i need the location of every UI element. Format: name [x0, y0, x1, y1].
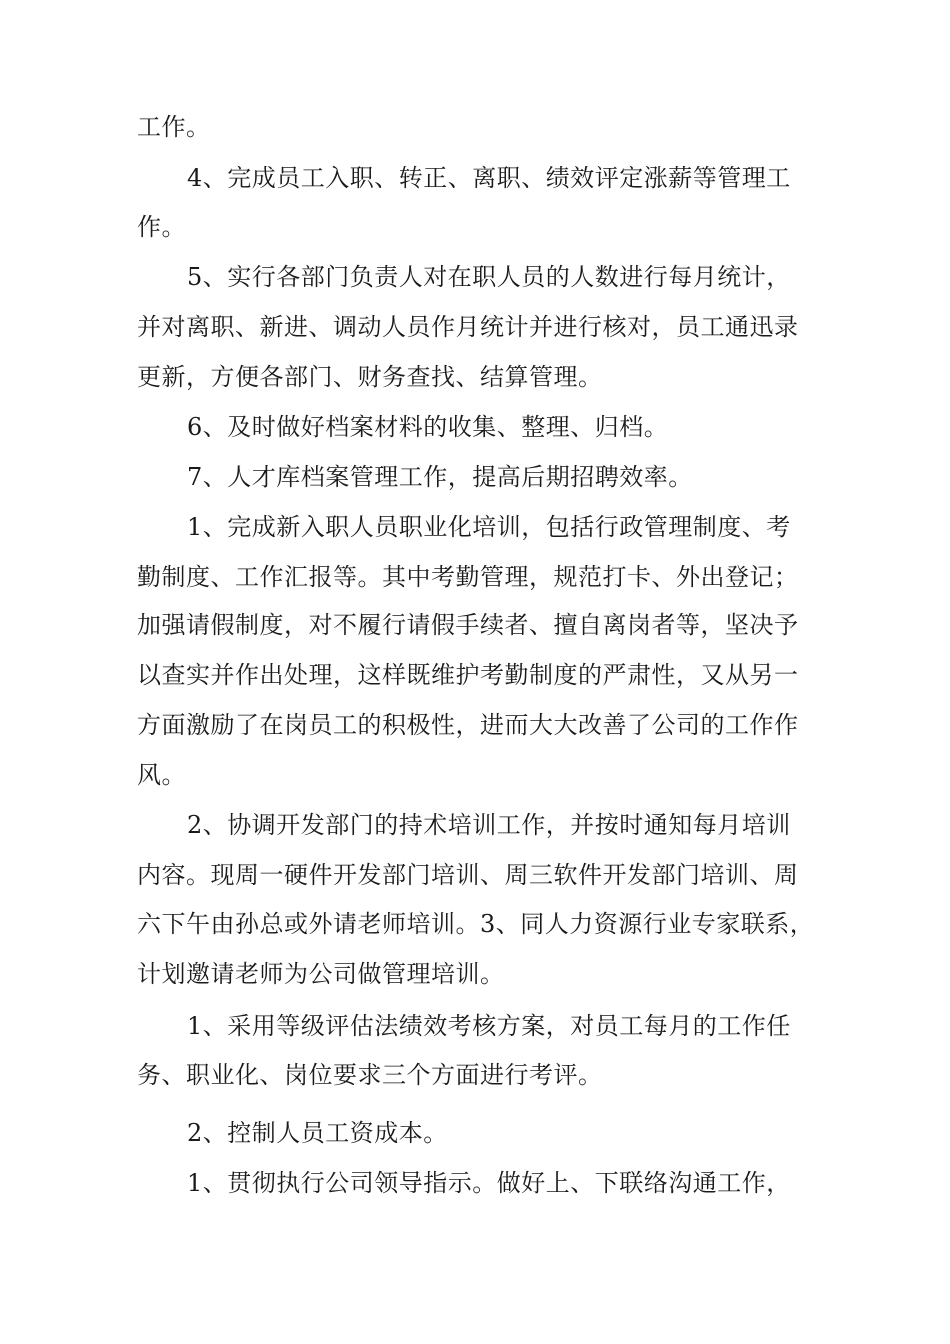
text-line: 并对离职、新进、调动人员作月统计并进行核对，员工通迅录: [137, 313, 799, 341]
text-line: 方面激励了在岗员工的积极性，进而大大改善了公司的工作作: [137, 711, 799, 739]
text-line: 勤制度、工作汇报等。其中考勤管理，规范打卡、外出登记；: [137, 563, 799, 591]
text-line: 计划邀请老师为公司做管理培训。: [137, 960, 505, 988]
text-line: 六下午由孙总或外请老师培训。3、同人力资源行业专家联系，: [137, 910, 815, 938]
text-line: 7、人才库档案管理工作，提高后期招聘效率。: [187, 463, 693, 491]
text-line: 务、职业化、岗位要求三个方面进行考评。: [137, 1061, 603, 1089]
text-line: 2、协调开发部门的持术培训工作，并按时通知每月培训: [187, 811, 791, 839]
text-line: 加强请假制度，对不履行请假手续者、擅自离岗者等，坚决予: [137, 611, 799, 639]
text-line: 风。: [137, 761, 186, 789]
text-line: 5、实行各部门负责人对在职人员的人数进行每月统计，: [187, 263, 791, 291]
text-line: 1、贯彻执行公司领导指示。做好上、下联络沟通工作，: [187, 1169, 791, 1197]
text-line: 作。: [137, 213, 186, 241]
text-line: 内容。现周一硬件开发部门培训、周三软件开发部门培训、周: [137, 861, 799, 889]
text-line: 4、完成员工入职、转正、离职、绩效评定涨薪等管理工: [187, 164, 791, 192]
text-line: 1、完成新入职人员职业化培训，包括行政管理制度、考: [187, 513, 791, 541]
text-line: 以查实并作出处理，这样既维护考勤制度的严肃性，又从另一: [137, 661, 799, 689]
text-line: 2、控制人员工资成本。: [187, 1119, 448, 1147]
text-line: 更新，方便各部门、财务查找、结算管理。: [137, 363, 603, 391]
text-line: 1、采用等级评估法绩效考核方案，对员工每月的工作任: [187, 1012, 791, 1040]
text-line: 工作。: [137, 113, 211, 141]
text-line: 6、及时做好档案材料的收集、整理、归档。: [187, 413, 669, 441]
